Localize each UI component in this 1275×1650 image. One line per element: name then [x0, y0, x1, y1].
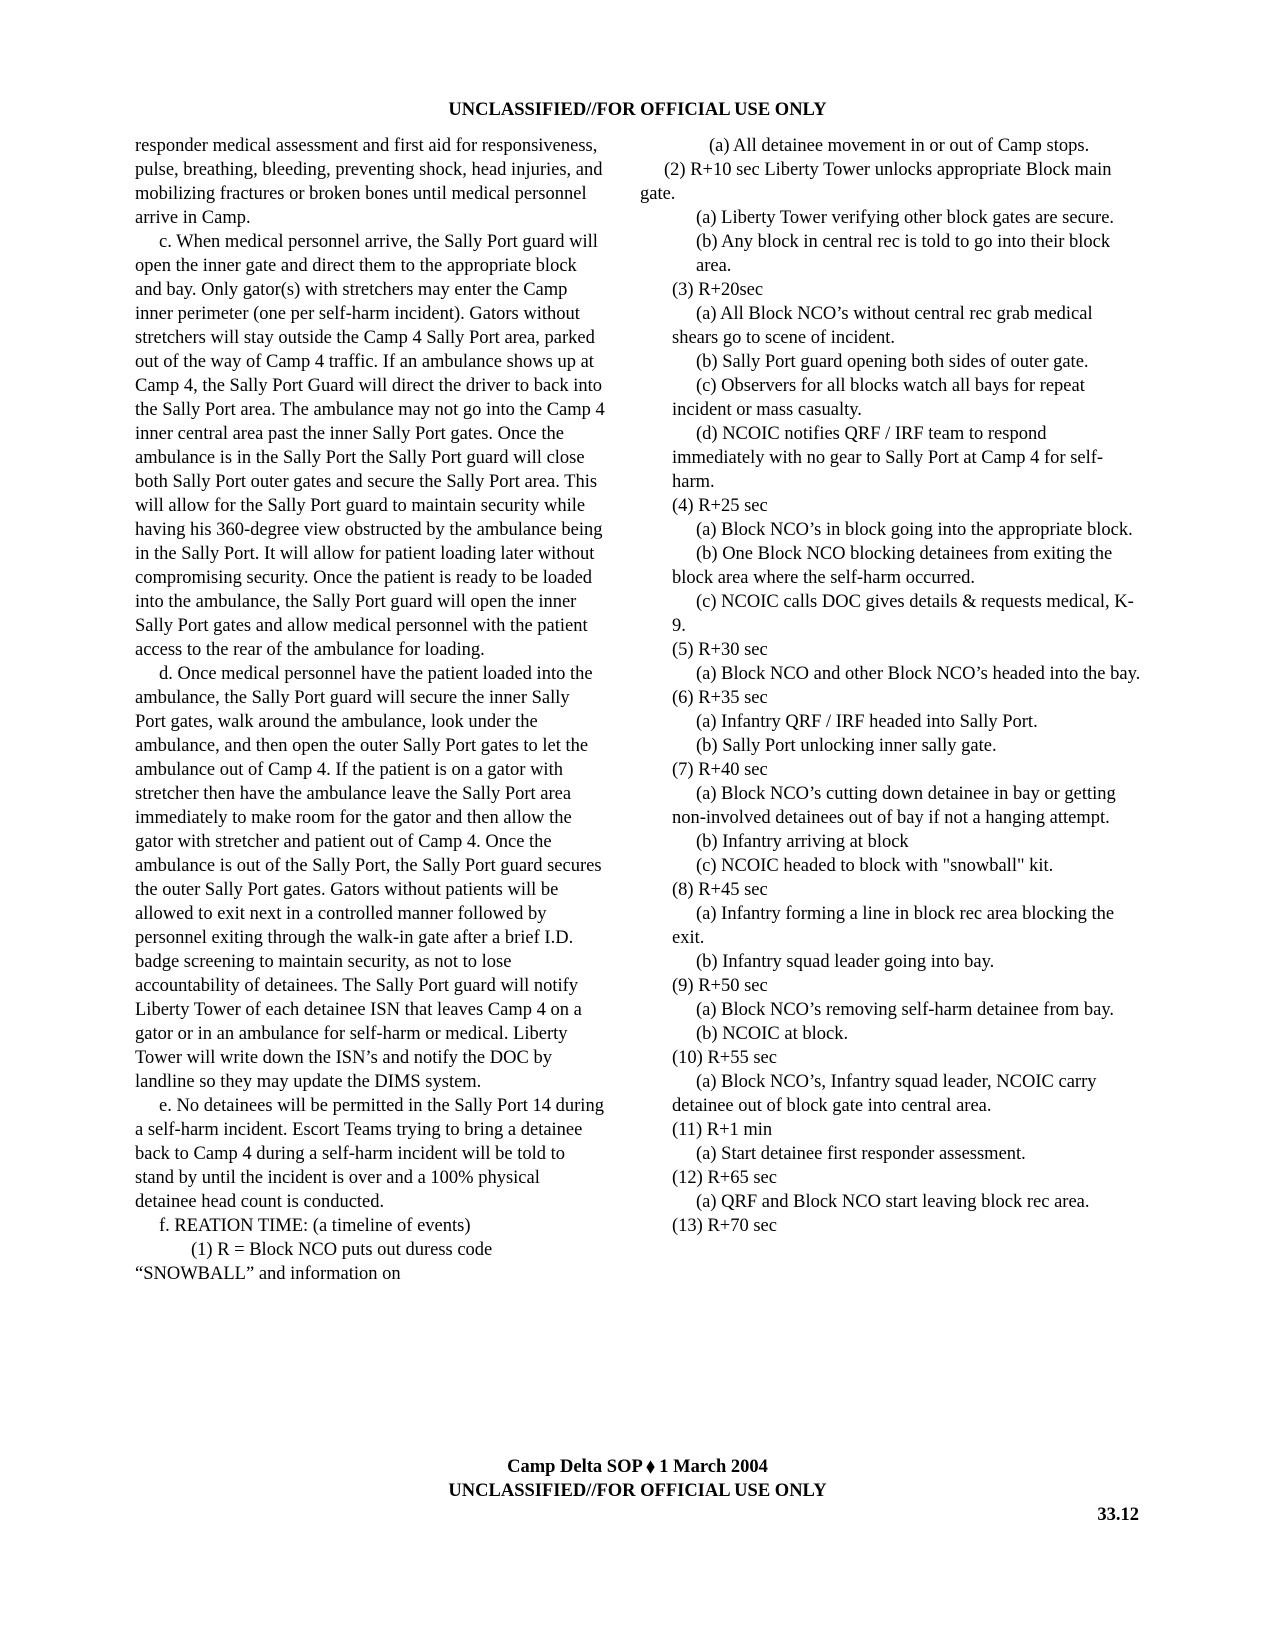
paragraph: (5) R+30 sec	[672, 640, 768, 660]
paragraph: (a) Block NCO’s, Infantry squad leader, NCOIC carry detainee out of block gate into central area.	[672, 1072, 1097, 1116]
paragraph: (b) Infantry squad leader going into bay.	[696, 952, 995, 972]
paragraph: (10) R+55 sec	[672, 1048, 777, 1068]
paragraph: (a) Block NCO’s cutting down detainee in bay or getting non-involved detainees out of bay if not a hanging attempt.	[672, 784, 1116, 828]
paragraph: e. No detainees will be permitted in the Sally Port 14 during a self-harm incident. Escort Teams trying to bring a detainee back to Camp 4 during a self-harm incident will be told to stand by until the incident is over and a 100% physical detainee head count is conducted.	[135, 1096, 604, 1212]
header-classification: UNCLASSIFIED//FOR OFFICIAL USE ONLY	[448, 100, 827, 120]
paragraph: c. When medical personnel arrive, the Sally Port guard will open the inner gate and direct them to the appropriate block and bay. Only gator(s) with stretchers may enter the Camp inner perimeter (one per self-harm incident). Gators without stretchers will stay outside the Camp 4 Sally Port area, parked out of the way of Camp 4 traffic. If an ambulance shows up at Camp 4, the Sally Port Guard will direct the driver to back into the Sally Port area. The ambulance may not go into the Camp 4 inner central area past the inner Sally Port gates. Once the ambulance is in the Sally Port the Sally Port guard will close both Sally Port outer gates and secure the Sally Port area. This will allow for the Sally Port guard to maintain security while having his 360-degree view obstructed by the ambulance being in the Sally Port. It will allow for patient loading later without compromising security. Once the patient is ready to be loaded into the ambulance, the Sally Port guard will open the inner Sally Port gates and allow medical personnel with the patient access to the rear of the ambulance for loading.	[135, 232, 605, 660]
paragraph: (b) Sally Port unlocking inner sally gate.	[696, 736, 997, 756]
paragraph: (2) R+10 sec Liberty Tower unlocks appropriate Block main gate.	[640, 160, 1112, 204]
paragraph: (12) R+65 sec	[672, 1168, 777, 1188]
footer-title: Camp Delta SOP ⬧ 1 March 2004	[507, 1457, 768, 1477]
paragraph: (7) R+40 sec	[672, 760, 768, 780]
paragraph: (c) NCOIC calls DOC gives details & requests medical, K-9.	[672, 592, 1134, 636]
paragraph: (a) All detainee movement in or out of Camp stops.	[709, 136, 1090, 156]
paragraph: (c) Observers for all blocks watch all bays for repeat incident or mass casualty.	[672, 376, 1085, 420]
paragraph: (a) Block NCO and other Block NCO’s headed into the bay.	[696, 664, 1141, 684]
paragraph: (11) R+1 min	[672, 1120, 773, 1140]
paragraph: responder medical assessment and first aid for responsiveness, pulse, breathing, bleeding, preventing shock, head injuries, and mobilizing fractures or broken bones until medical personnel arrive in Camp.	[135, 136, 603, 228]
paragraph: (a) Infantry QRF / IRF headed into Sally Port.	[696, 712, 1038, 732]
paragraph: (a) Infantry forming a line in block rec area blocking the exit.	[672, 904, 1115, 948]
paragraph: (a) All Block NCO’s without central rec grab medical shears go to scene of incident.	[672, 304, 1093, 348]
paragraph: f. REATION TIME: (a timeline of events)	[159, 1216, 471, 1236]
paragraph: (3) R+20sec	[672, 280, 764, 300]
paragraph: (b) One Block NCO blocking detainees from exiting the block area where the self-harm occurred.	[672, 544, 1113, 588]
paragraph: (a) Liberty Tower verifying other block gates are secure.	[696, 208, 1115, 228]
right-column	[640, 134, 1142, 1238]
paragraph: (a) QRF and Block NCO start leaving block rec area.	[696, 1192, 1090, 1212]
paragraph: d. Once medical personnel have the patient loaded into the ambulance, the Sally Port guard will secure the inner Sally Port gates, walk around the ambulance, look under the ambulance, and then open the outer Sally Port gates to let the ambulance out of Camp 4. If the patient is on a gator with stretcher then have the ambulance leave the Sally Port area immediately to make room for the gator and then allow the gator with stretcher and patient out of Camp 4. Once the ambulance is out of the Sally Port, the Sally Port guard secures the outer Sally Port gates. Gators without patients will be allowed to exit next in a controlled manner followed by personnel exiting through the walk-in gate after a brief I.D. badge screening to maintain security, as not to lose accountability of detainees. The Sally Port guard will notify Liberty Tower of each detainee ISN that leaves Camp 4 on a gator or in an ambulance for self-harm or medical. Liberty Tower will write down the ISN’s and notify the DOC by landline so they may update the DIMS system.	[135, 664, 602, 1092]
paragraph: (4) R+25 sec	[672, 496, 768, 516]
paragraph: (a) Block NCO’s removing self-harm detainee from bay.	[696, 1000, 1115, 1020]
footer-classification: UNCLASSIFIED//FOR OFFICIAL USE ONLY	[448, 1481, 827, 1501]
paragraph: (b) Any block in central rec is told to go into their block area.	[696, 232, 1111, 276]
page-number: 33.12	[1097, 1505, 1139, 1525]
left-column	[135, 134, 605, 1286]
paragraph: (6) R+35 sec	[672, 688, 768, 708]
paragraph: (9) R+50 sec	[672, 976, 768, 996]
paragraph: (8) R+45 sec	[672, 880, 768, 900]
paragraph: (d) NCOIC notifies QRF / IRF team to respond immediately with no gear to Sally Port at Camp 4 for self-harm.	[672, 424, 1104, 492]
paragraph: (c) NCOIC headed to block with "snowball" kit.	[696, 856, 1054, 876]
paragraph: (a) Block NCO’s in block going into the appropriate block.	[696, 520, 1133, 540]
paragraph: (a) Start detainee first responder assessment.	[696, 1144, 1026, 1164]
paragraph: (b) Infantry arriving at block	[696, 832, 909, 852]
paragraph: (b) NCOIC at block.	[696, 1024, 849, 1044]
paragraph: (b) Sally Port guard opening both sides of outer gate.	[696, 352, 1089, 372]
paragraph: (13) R+70 sec	[672, 1216, 777, 1236]
paragraph: (1) R = Block NCO puts out duress code “SNOWBALL” and information on	[135, 1240, 493, 1284]
footer	[0, 1455, 1275, 1503]
